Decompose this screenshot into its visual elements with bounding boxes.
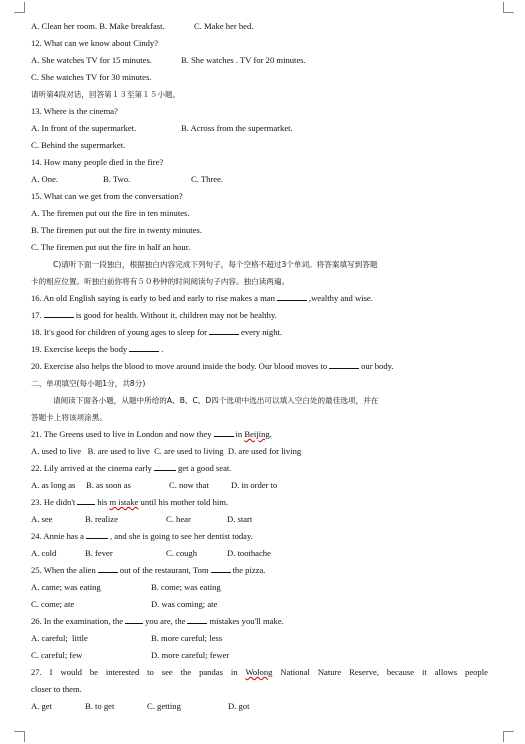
option-text: B. Two. — [103, 174, 131, 184]
page-corner-mark-bottom-left — [14, 731, 25, 742]
question-27 — [31, 664, 488, 681]
word: would — [60, 667, 82, 677]
question-text: 24. Annie has a — [31, 531, 84, 541]
options-q15-b: B. The firemen put out the fire in twenty minutes. — [31, 225, 202, 235]
question-text: 25. When the alien — [31, 565, 96, 575]
page-corner-mark-bottom-right — [503, 731, 514, 742]
option-text: D. start — [227, 514, 253, 524]
question-text: 16. An old English saying is early to bed and early to rise makes a man — [31, 293, 275, 303]
question-17 — [31, 307, 488, 324]
answer-blank — [77, 496, 95, 505]
question-text: 21. The Greens used to live in London and now they — [31, 429, 212, 439]
options-q25-row2 — [31, 596, 488, 613]
word: because — [386, 667, 415, 677]
options-q27 — [31, 698, 488, 715]
answer-blank — [277, 292, 307, 301]
option-text: D. was coming; ate — [151, 599, 218, 609]
option-text: A. careful; little — [31, 633, 88, 643]
option-text: A. She watches TV for 15 minutes. — [31, 55, 152, 65]
question-13: 13. Where is the cinema? — [31, 106, 118, 116]
options-q25-row1 — [31, 579, 488, 596]
options-q11 — [31, 18, 488, 35]
question-text: his — [97, 497, 108, 507]
option-text: A. cold — [31, 548, 57, 558]
option-text: B. to get — [85, 701, 115, 711]
question-14: 14. How many people died in the fire? — [31, 157, 164, 167]
option-text: C. cough — [166, 548, 198, 558]
option-text: A. see — [31, 514, 53, 524]
word: allows — [434, 667, 458, 677]
question-27-cont: closer to them. — [31, 684, 82, 694]
word: Nature — [317, 667, 342, 677]
options-q15-c: C. The firemen put out the fire in half an hour. — [31, 242, 191, 252]
options-q12-row1 — [31, 52, 488, 69]
spellcheck-word: m istake — [109, 497, 139, 507]
option-text: A. get — [31, 701, 53, 711]
section-directions-cont: 答题卡上将该项涂黑。 — [31, 413, 107, 422]
options-q24 — [31, 545, 488, 562]
options-q12-row2: C. She watches TV for 30 minutes. — [31, 72, 152, 82]
word: I — [49, 667, 53, 677]
question-text: out of the restaurant, Tom — [119, 565, 209, 575]
answer-blank — [211, 564, 231, 573]
option-text: D. toothache — [227, 548, 271, 558]
word: the — [180, 667, 192, 677]
option-text: C. getting — [147, 701, 181, 711]
question-text: our body. — [361, 361, 394, 371]
option-text: B. She watches . TV for 20 minutes. — [181, 55, 306, 65]
word: National — [280, 667, 310, 677]
question-text: mistakes you'll make. — [209, 616, 284, 626]
option-text: A. as long as — [31, 480, 76, 490]
question-text: 18. It's good for children of young ages to sleep for — [31, 327, 208, 337]
option-text: D. more careful; fewer — [151, 650, 230, 660]
question-text: ,wealthy and wise. — [308, 293, 373, 303]
option-text: C. now that — [169, 480, 209, 490]
section-instruction: 请听第4段对话，回答第１３至第１５小题。 — [31, 90, 181, 99]
question-16 — [31, 290, 488, 307]
question-12: 12. What can we know about Cindy? — [31, 38, 159, 48]
option-text: B. come; was eating — [151, 582, 221, 592]
option-text: A. came; was eating — [31, 582, 101, 592]
option-text: D. in order to — [231, 480, 278, 490]
word: 27. — [31, 667, 42, 677]
question-18 — [31, 324, 488, 341]
question-text: you are, the — [145, 616, 186, 626]
question-text: every night. — [241, 327, 283, 337]
question-22 — [31, 460, 488, 477]
section-directions: 请阅读下面各小题，从题中所给的A、B、C、D四个选项中选出可以填入空白处的最佳选项，并在 — [53, 396, 379, 405]
document-page — [31, 18, 488, 715]
option-text: B. Across from the supermarket. — [181, 123, 293, 133]
options-q15-a: A. The firemen put out the fire in ten minutes. — [31, 208, 190, 218]
option-text: A. In front of the supermarket. — [31, 123, 137, 133]
word: be — [89, 667, 98, 677]
option-text: B. more careful; less — [151, 633, 223, 643]
word: people — [465, 667, 488, 677]
spellcheck-word: Wolong — [245, 667, 273, 677]
page-corner-mark-top-left — [14, 2, 25, 13]
page-corner-mark-top-right — [503, 2, 514, 13]
word: in — [230, 667, 238, 677]
question-text: 20. Exercise also helps the blood to move around inside the body. Our blood moves to — [31, 361, 328, 371]
question-text: . — [161, 344, 164, 354]
question-text: 19. Exercise keeps the body — [31, 344, 128, 354]
option-text: C. Three. — [191, 174, 224, 184]
option-text: C. come; ate — [31, 599, 75, 609]
option-text: A. One. — [31, 174, 58, 184]
word: it — [421, 667, 427, 677]
options-q14 — [31, 171, 488, 188]
answer-blank — [187, 615, 207, 624]
answer-blank — [86, 530, 108, 539]
question-number: 17. — [31, 310, 42, 320]
question-text: 22. Lily arrived at the cinema early — [31, 463, 152, 473]
options-q26-row2 — [31, 647, 488, 664]
option-text: D. got — [228, 701, 250, 711]
question-23 — [31, 494, 488, 511]
question-text: the pizza. — [232, 565, 266, 575]
answer-blank — [125, 615, 143, 624]
question-24 — [31, 528, 488, 545]
monologue-instruction-cont: 卡的相应位置。听独白前你将有５０秒钟的时间阅读句子内容。独白读两遍。 — [31, 277, 290, 286]
options-q13-row2: C. Behind the supermarket. — [31, 140, 126, 150]
section-heading: 二、单项填空(每小题1分，共8分) — [31, 379, 146, 388]
question-text: get a good seat. — [177, 463, 232, 473]
option-text: B. as soon as — [86, 480, 131, 490]
question-text: until his mother told him. — [140, 497, 229, 507]
word: see — [161, 667, 173, 677]
question-text: , and she is going to see her dentist today. — [110, 531, 253, 541]
question-text: 26. In the examination, the — [31, 616, 124, 626]
question-text: in — [235, 429, 243, 439]
monologue-instruction: C)请听下面一段独白，根据独白内容完成下列句子，每个空格不超过3个单词。将答案填写到答题 — [53, 260, 378, 269]
answer-blank — [154, 462, 176, 471]
question-text: 23. He didn't — [31, 497, 76, 507]
word: interested — [105, 667, 140, 677]
option-text: B. fever — [85, 548, 113, 558]
options-q22 — [31, 477, 488, 494]
answer-blank — [209, 326, 239, 335]
word: to — [147, 667, 154, 677]
answer-blank — [214, 428, 234, 437]
question-text: . — [269, 429, 272, 439]
word: pandas — [199, 667, 223, 677]
answer-blank — [129, 343, 159, 352]
question-15: 15. What can we get from the conversation? — [31, 191, 183, 201]
options-q21: A. used to live B. are used to live C. are used to living D. are used for living — [31, 446, 302, 456]
spellcheck-word: Beijing — [244, 429, 270, 439]
question-25 — [31, 562, 488, 579]
question-text: is good for health. Without it, children may not be healthy. — [75, 310, 277, 320]
word: Reserve, — [349, 667, 379, 677]
option-text: B. realize — [85, 514, 118, 524]
option-text: C. hear — [166, 514, 191, 524]
answer-blank — [98, 564, 118, 573]
answer-blank — [44, 309, 74, 318]
question-26 — [31, 613, 488, 630]
question-19 — [31, 341, 488, 358]
option-text: A. Clean her room. B. Make breakfast. — [31, 21, 165, 31]
answer-blank — [329, 360, 359, 369]
option-text: C. Make her bed. — [194, 21, 254, 31]
options-q13-row1 — [31, 120, 488, 137]
question-21 — [31, 426, 488, 443]
option-text: C. careful; few — [31, 650, 83, 660]
question-20 — [31, 358, 488, 375]
options-q26-row1 — [31, 630, 488, 647]
options-q23 — [31, 511, 488, 528]
